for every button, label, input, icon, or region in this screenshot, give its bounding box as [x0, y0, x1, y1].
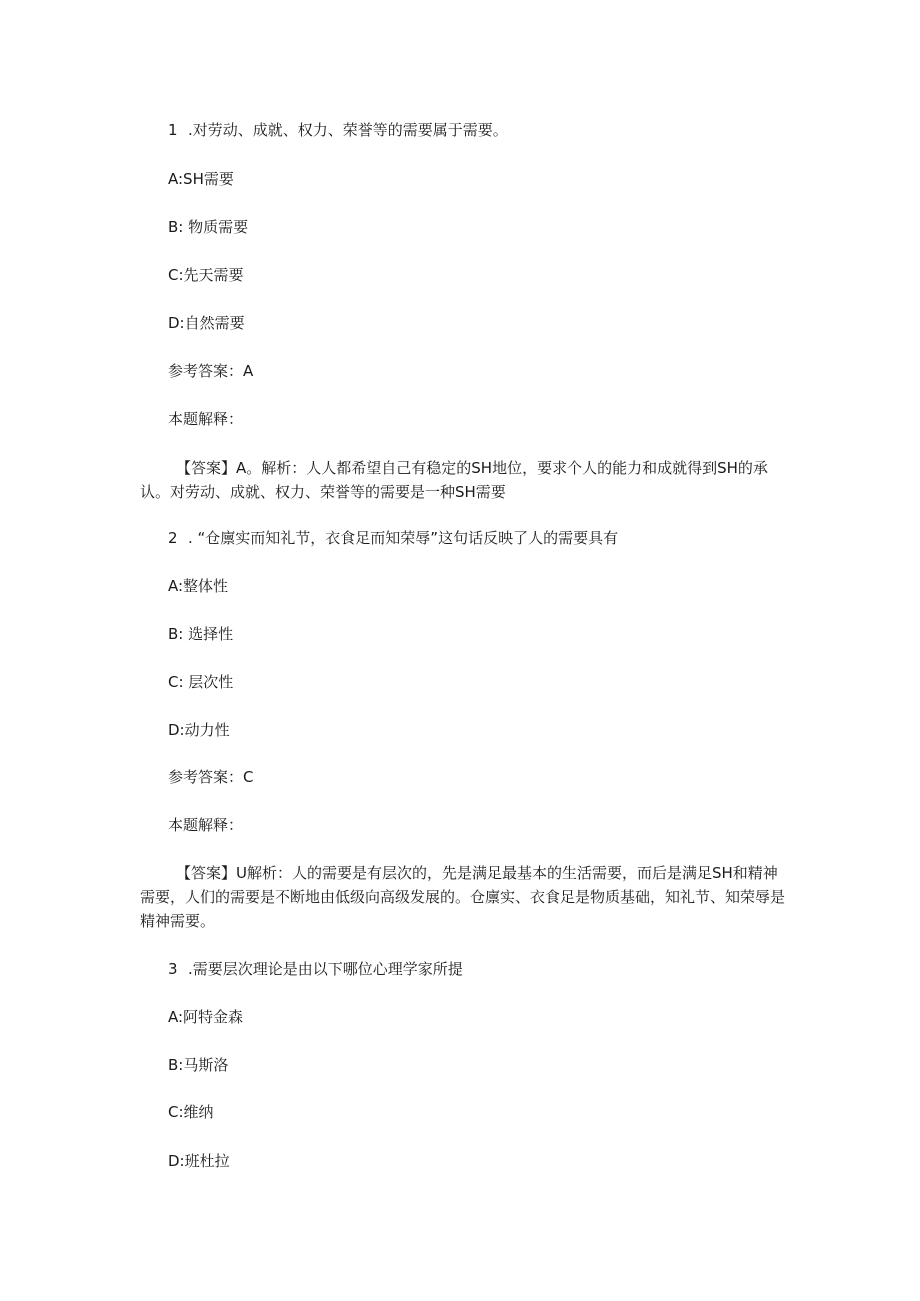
- question-3-stem: [168, 958, 463, 980]
- question-1-option-d: D:自然需要: [168, 314, 245, 332]
- question-2-stem: [168, 527, 618, 549]
- question-3-option-b: B:马斯洛: [168, 1056, 229, 1074]
- question-1-explanation-label: 本题解释：: [168, 410, 244, 428]
- question-1-option-c: C:先天需要: [168, 266, 244, 284]
- question-2-answer: 参考答案：C: [168, 768, 254, 786]
- question-3-option-c: C:维纳: [168, 1103, 214, 1121]
- question-1-option-b: B: 物质需要: [168, 218, 249, 236]
- question-1-answer: 参考答案：A: [168, 362, 254, 380]
- question-number: 3: [168, 960, 178, 978]
- question-2-explanation: 【答案】U解析：人的需要是有层次的，先是满足最基本的生活需要，而后是满足SH和精神需要，人们的需要是不断地由低级向高级发展的。仓廪实、衣食足是物质基础，知礼节、知荣辱是精神需要。: [140, 864, 786, 930]
- question-text: . “仓廪实而知礼节，衣食足而知荣辱”这句话反映了人的需要具有: [188, 529, 619, 547]
- question-2-option-c: C: 层次性: [168, 673, 234, 691]
- question-2-explanation-label: 本题解释：: [168, 816, 244, 834]
- question-1-stem: [168, 119, 508, 141]
- question-2-option-a: A:整体性: [168, 577, 229, 595]
- question-text: .对劳动、成就、权力、荣誉等的需要属于需要。: [188, 121, 508, 139]
- question-number: 1: [168, 121, 178, 139]
- question-2-option-d: D:动力性: [168, 721, 230, 739]
- question-3-option-a: A:阿特金森: [168, 1008, 244, 1026]
- question-number: 2: [168, 529, 178, 547]
- question-1-option-a: A:SH需要: [168, 170, 234, 188]
- question-1-explanation: 【答案】A。解析：人人都希望自己有稳定的SH地位，要求个人的能力和成就得到SH的承认。对劳动、成就、权力、荣誉等的需要是一种SH需要: [140, 459, 768, 501]
- question-text: .需要层次理论是由以下哪位心理学家所提: [188, 960, 463, 978]
- question-3-option-d: D:班杜拉: [168, 1152, 230, 1170]
- question-2-option-b: B: 选择性: [168, 625, 234, 643]
